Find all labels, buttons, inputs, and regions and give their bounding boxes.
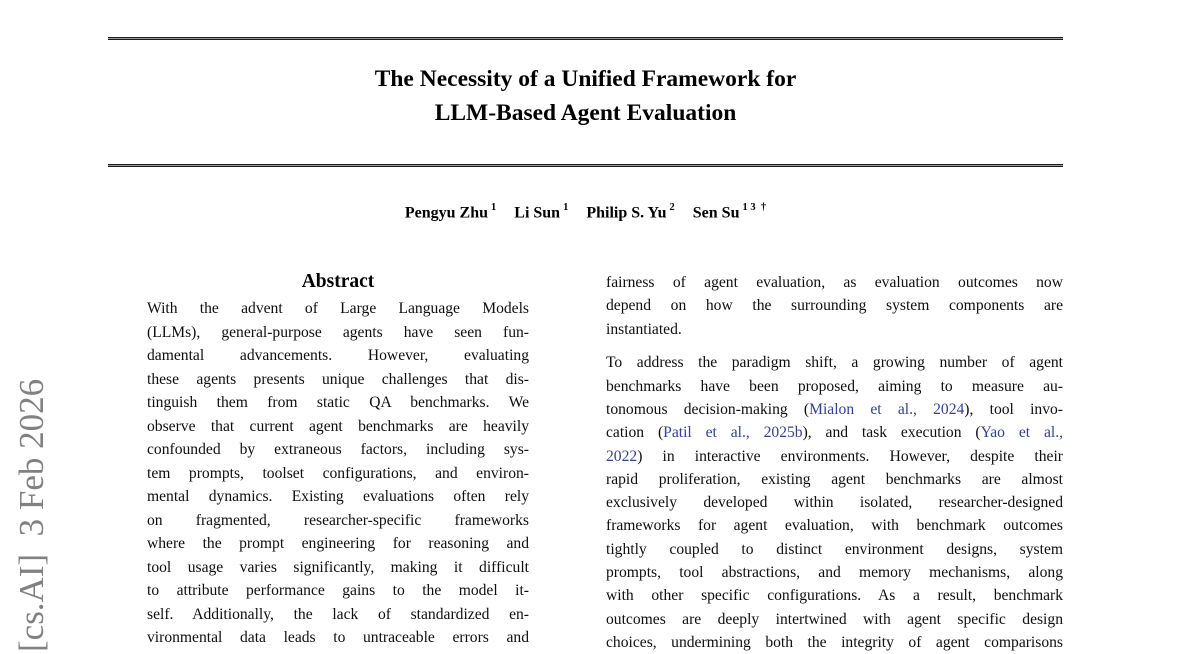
author-line <box>108 203 1063 222</box>
author-name: Sen Su <box>692 204 740 222</box>
body-text: frameworks for agent evaluation, with benchmark outcomes <box>606 517 1063 535</box>
abstract-text-line: these agents presents unique challenges that dis- <box>147 370 529 388</box>
body-text-line <box>606 631 1063 654</box>
paper-title-line-2: LLM-Based Agent Evaluation <box>434 100 737 126</box>
body-text: tightly coupled to distinct environment designs, system <box>606 540 1063 558</box>
body-text: benchmarks have been proposed, aiming to measure au- <box>606 377 1063 395</box>
body-text-line <box>606 608 1063 631</box>
body-text-line <box>606 375 1063 398</box>
top-rule <box>108 37 1063 40</box>
paper-title-line-1: The Necessity of a Unified Framework for <box>374 66 797 92</box>
author-affiliation-sup: 1 <box>491 202 497 213</box>
abstract-text-line: where the prompt engineering for reasoning and <box>147 535 529 552</box>
abstract-text-line: mental dynamics. Existing evaluations often rely <box>147 488 529 505</box>
body-text: choices, undermining both the integrity of agent comparisons <box>606 633 1063 651</box>
body-text: instantiated. <box>606 320 682 338</box>
author-name: Philip S. Yu <box>586 204 667 222</box>
abstract-text-line: (LLMs), general-purpose agents have seen fun- <box>147 323 529 341</box>
body-text-line <box>606 468 1063 491</box>
body-text: tonomous decision-making ( <box>606 400 810 418</box>
abstract-text-line: self. Additionally, the lack of standardized en- <box>147 605 529 623</box>
body-text: prompts, tool abstractions, and memory mechanisms, along <box>606 564 1063 582</box>
citation-link[interactable]: Patil et al., 2025b <box>663 424 803 442</box>
body-paragraph <box>606 351 1063 654</box>
abstract-text-line: observe that current agent benchmarks are heavily <box>147 417 529 435</box>
body-text-line <box>606 538 1063 561</box>
body-text-line <box>606 421 1063 444</box>
body-text: fairness of agent evaluation, as evaluation outcomes now <box>606 274 1063 291</box>
citation-link[interactable]: Yao et al., <box>980 424 1063 442</box>
body-text-line <box>606 584 1063 607</box>
body-text: outcomes are deeply intertwined with agent specific design <box>606 610 1063 628</box>
body-text-line <box>606 491 1063 514</box>
abstract-text-line: tool usage varies significantly, making it difficult <box>147 558 529 576</box>
body-text-line <box>606 561 1063 584</box>
abstract-body <box>147 297 529 650</box>
abstract-text-line: tinguish them from static QA benchmarks. We <box>147 394 529 411</box>
body-text: To address the paradigm shift, a growing number of agent <box>606 354 1063 372</box>
body-text-line <box>606 445 1063 468</box>
author-affiliation-sup: 1 3 † <box>742 202 767 213</box>
body-paragraph <box>606 271 1063 341</box>
abstract-text-line: vironmental data leads to untraceable errors and <box>147 629 529 646</box>
author <box>405 203 496 222</box>
abstract-text-line: on fragmented, researcher-specific frameworks <box>147 511 529 529</box>
abstract-text-line: to attribute performance gains to the model it- <box>147 582 529 599</box>
abstract-text-line: tem prompts, toolset configurations, and environ- <box>147 464 529 482</box>
body-text: cation ( <box>606 424 664 442</box>
body-text-line <box>606 351 1063 374</box>
author-affiliation-sup: 1 <box>563 202 569 213</box>
arxiv-watermark: [cs.AI] 3 Feb 2026 <box>12 378 51 652</box>
body-text: exclusively developed within isolated, researcher-designed <box>606 494 1063 512</box>
paper-title <box>108 62 1063 130</box>
citation-link[interactable]: 2022 <box>606 447 638 465</box>
author <box>514 203 568 222</box>
body-text-line <box>606 514 1063 537</box>
body-text-line <box>606 294 1063 317</box>
body-text: rapid proliferation, existing agent benchmarks are almost <box>606 470 1063 488</box>
body-text-line <box>606 271 1063 294</box>
author-affiliation-sup: 2 <box>669 202 675 213</box>
abstract-text-line: confounded by extraneous factors, including sys- <box>147 441 529 458</box>
abstract-heading: Abstract <box>301 271 375 292</box>
author-name: Pengyu Zhu <box>404 204 489 222</box>
abstract-text-line: damental advancements. However, evaluating <box>147 347 529 364</box>
body-text: ) in interactive environments. However, despite their <box>637 447 1063 465</box>
body-text: with other specific configurations. As a result, benchmark <box>606 587 1063 605</box>
body-text: ), and task execution ( <box>802 424 981 442</box>
body-text: depend on how the surrounding system components are <box>606 297 1063 315</box>
body-text-line <box>606 318 1063 341</box>
title-rule <box>108 164 1063 167</box>
abstract-text-line: With the advent of Large Language Models <box>147 300 529 317</box>
author-name: Li Sun <box>514 204 561 222</box>
body-text: ), tool invo- <box>964 400 1064 418</box>
author <box>586 203 674 222</box>
body-text-line <box>606 398 1063 421</box>
citation-link[interactable]: Mialon et al., 2024 <box>809 400 965 418</box>
right-column <box>606 271 1063 654</box>
author <box>693 203 766 222</box>
